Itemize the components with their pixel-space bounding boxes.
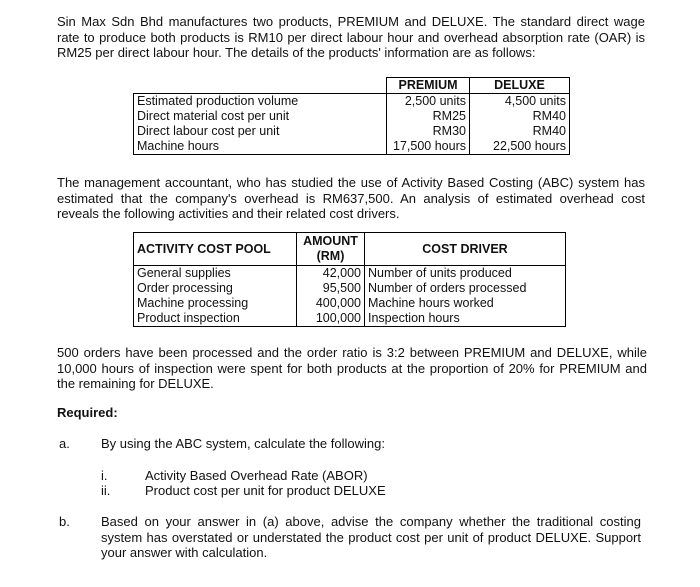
- amount-header: [297, 233, 365, 266]
- table-row: [134, 311, 566, 327]
- table-row: [134, 94, 570, 110]
- premium-value: 2,500 units: [387, 94, 470, 110]
- table-header-row: [134, 233, 566, 266]
- table-row: [134, 296, 566, 311]
- activity-pool: Order processing: [134, 281, 297, 296]
- sub-question-ii-text: Product cost per unit for product DELUXE: [145, 483, 386, 498]
- premium-value: RM25: [387, 109, 470, 124]
- question-b-text: Based on your answer in (a) above, advise the company whether the traditional costing system has overstated or understated the product cost per unit of product DELUXE. Support your answer with calculation.: [101, 514, 641, 560]
- premium-value: 17,500 hours: [387, 139, 470, 155]
- table-row: [134, 266, 566, 282]
- deluxe-value: 22,500 hours: [470, 139, 570, 155]
- activity-amount: 42,000: [297, 266, 365, 282]
- orders-paragraph: 500 orders have been processed and the order ratio is 3:2 between PREMIUM and DELUXE, while 10,000 hours of inspection were spent for both products at the proportion of 20% for PREMIUM and the remaining for DELUXE.: [57, 345, 647, 391]
- question-b-letter: b.: [59, 514, 70, 529]
- amount-header-line2: (RM): [316, 249, 345, 263]
- row-label: Direct labour cost per unit: [134, 124, 387, 139]
- deluxe-header: DELUXE: [470, 78, 570, 94]
- cost-driver: Number of units produced: [365, 266, 566, 282]
- activity-amount: 95,500: [297, 281, 365, 296]
- table-row: [134, 109, 570, 124]
- required-heading: Required:: [57, 405, 118, 420]
- activity-pool: General supplies: [134, 266, 297, 282]
- activity-pool: Product inspection: [134, 311, 297, 327]
- question-a-text: By using the ABC system, calculate the following:: [101, 436, 385, 451]
- activity-pool-header: ACTIVITY COST POOL: [134, 233, 297, 266]
- sub-question-i-text: Activity Based Overhead Rate (ABOR): [145, 468, 368, 483]
- product-info-table: [133, 77, 570, 155]
- table-row: [134, 139, 570, 155]
- table-row: [134, 124, 570, 139]
- table-row: [134, 281, 566, 296]
- intro-paragraph: Sin Max Sdn Bhd manufactures two products, PREMIUM and DELUXE. The standard direct wage rate to produce both products is RM10 per direct labour hour and overhead absorption rate (OAR) is RM25 per direct labour hour. The details of the products' information are as follows:: [57, 14, 645, 60]
- row-label: Estimated production volume: [134, 94, 387, 110]
- premium-value: RM30: [387, 124, 470, 139]
- table-header-row: [134, 78, 570, 94]
- activity-cost-table: [133, 232, 566, 327]
- premium-header: PREMIUM: [387, 78, 470, 94]
- activity-amount: 400,000: [297, 296, 365, 311]
- cost-driver-header: COST DRIVER: [365, 233, 566, 266]
- deluxe-value: 4,500 units: [470, 94, 570, 110]
- cost-driver: Machine hours worked: [365, 296, 566, 311]
- amount-header-line1: AMOUNT: [303, 234, 358, 248]
- sub-question-i-number: i.: [101, 468, 108, 483]
- management-paragraph: The management accountant, who has studied the use of Activity Based Costing (ABC) system has estimated that the company's overhead is RM637,500. An analysis of estimated overhead cost reveals the following activities and their related cost drivers.: [57, 175, 645, 221]
- deluxe-value: RM40: [470, 124, 570, 139]
- activity-pool: Machine processing: [134, 296, 297, 311]
- row-label: Direct material cost per unit: [134, 109, 387, 124]
- row-label: Machine hours: [134, 139, 387, 155]
- question-a-letter: a.: [59, 436, 70, 451]
- cost-driver: Inspection hours: [365, 311, 566, 327]
- deluxe-value: RM40: [470, 109, 570, 124]
- activity-amount: 100,000: [297, 311, 365, 327]
- sub-question-ii-number: ii.: [101, 483, 111, 498]
- cost-driver: Number of orders processed: [365, 281, 566, 296]
